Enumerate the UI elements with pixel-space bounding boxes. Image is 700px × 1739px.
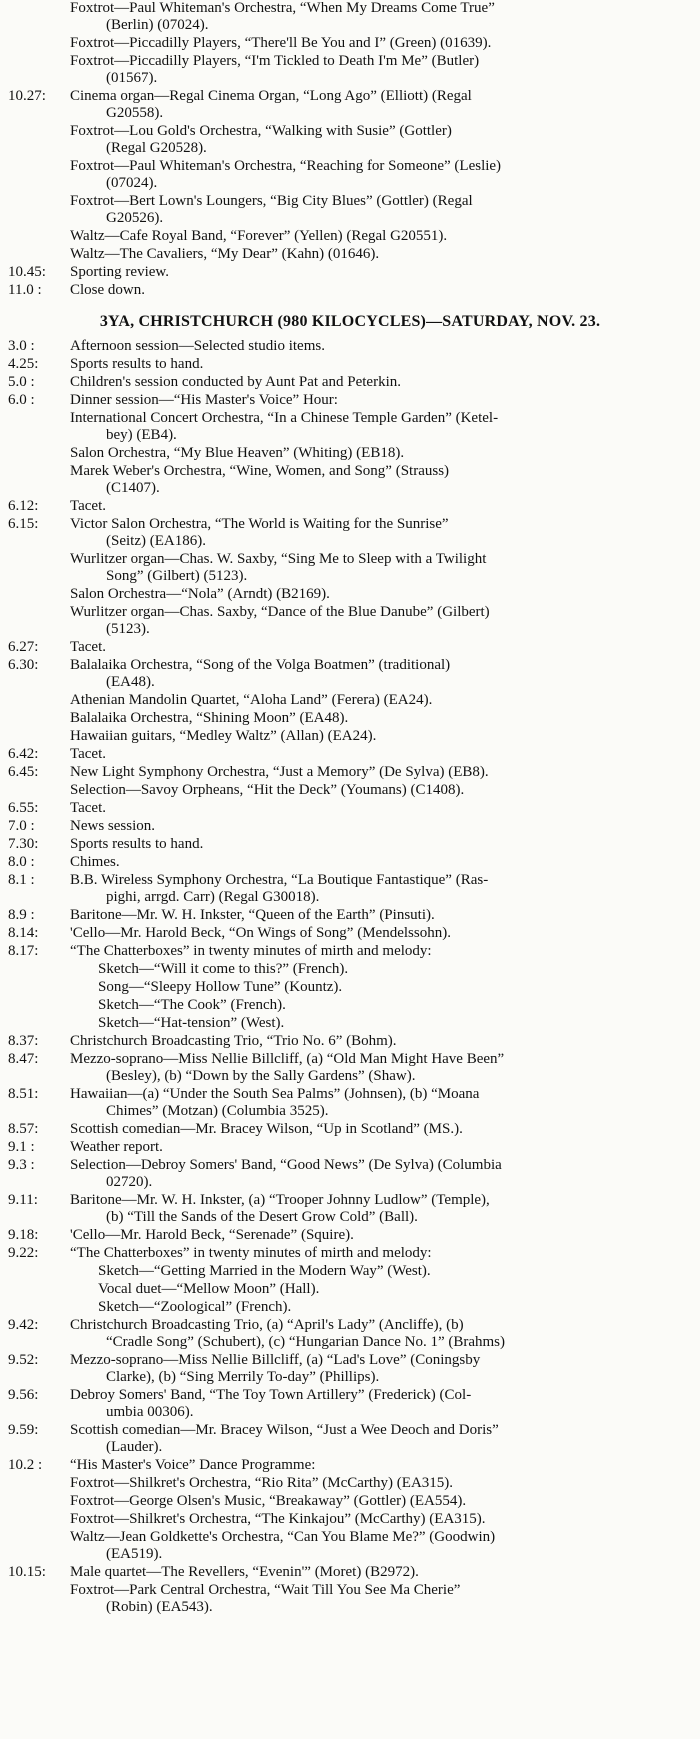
programme-entry xyxy=(8,1511,692,1528)
entry-description xyxy=(70,943,692,960)
entry-description xyxy=(70,818,692,835)
programme-entry xyxy=(8,1475,692,1492)
entry-line: Foxtrot—George Olsen's Music, “Breakaway” (Gottler) (EA554). xyxy=(70,1493,467,1509)
entry-line: “Cradle Song” (Schubert), (c) “Hungarian Dance No. 1” (Brahms) xyxy=(106,1334,506,1350)
programme-entry xyxy=(8,228,692,245)
entry-line: Weather report. xyxy=(70,1139,163,1155)
programme-entry xyxy=(8,943,692,960)
entry-line: 'Cello—Mr. Harold Beck, “Serenade” (Squire). xyxy=(70,1227,354,1243)
entry-line: Chimes” (Motzan) (Columbia 3525). xyxy=(106,1103,329,1119)
entry-line: G20526). xyxy=(106,210,164,226)
entry-description xyxy=(70,1281,692,1298)
entry-description xyxy=(70,1493,692,1510)
entry-time: 8.51: xyxy=(8,1086,39,1102)
entry-description xyxy=(70,854,692,871)
programme-entry xyxy=(8,158,692,192)
entry-time: 10.15: xyxy=(8,1564,46,1580)
programme-entry xyxy=(8,800,692,817)
entry-time: 9.42: xyxy=(8,1317,39,1333)
entry-line: Sketch—“Getting Married in the Modern Way” (West). xyxy=(98,1263,431,1279)
entry-line: Foxtrot—Park Central Orchestra, “Wait Till You See Ma Cherie” xyxy=(70,1582,461,1598)
programme-entry xyxy=(8,374,692,391)
entry-line: Sporting review. xyxy=(70,264,170,280)
entry-line: 02720). xyxy=(106,1174,153,1190)
entry-time: 7.0 : xyxy=(8,818,35,834)
entry-time: 9.1 : xyxy=(8,1139,35,1155)
programme-entry xyxy=(8,639,692,656)
entry-description xyxy=(70,1511,692,1528)
entry-description xyxy=(70,356,692,373)
entry-description xyxy=(70,0,692,34)
programme-entry xyxy=(8,551,692,585)
entry-time: 6.27: xyxy=(8,639,39,655)
entry-line: Tacet. xyxy=(70,498,107,514)
entry-line: Salon Orchestra, “My Blue Heaven” (Whiting) (EB18). xyxy=(70,445,405,461)
entry-line: (EA48). xyxy=(106,674,155,690)
entry-line: Afternoon session—Selected studio items. xyxy=(70,338,325,354)
entry-time: 5.0 : xyxy=(8,374,35,390)
entry-line: Hawaiian—(a) “Under the South Sea Palms” (Johnsen), (b) “Moana xyxy=(70,1086,480,1102)
entry-line: G20558). xyxy=(106,105,164,121)
programme-entry xyxy=(8,997,692,1014)
entry-line: “The Chatterboxes” in twenty minutes of mirth and melody: xyxy=(70,943,432,959)
entry-line: Sketch—“Will it come to this?” (French). xyxy=(98,961,349,977)
entry-line: Waltz—Cafe Royal Band, “Forever” (Yellen) (Regal G20551). xyxy=(70,228,448,244)
programme-entry xyxy=(8,1582,692,1616)
programme-entry xyxy=(8,872,692,906)
entry-description xyxy=(70,907,692,924)
entry-line: Tacet. xyxy=(70,800,107,816)
entry-description xyxy=(70,1015,692,1032)
entry-description xyxy=(70,1352,692,1386)
programme-entry xyxy=(8,410,692,444)
entry-line: Dinner session—“His Master's Voice” Hour: xyxy=(70,392,338,408)
entry-time: 9.18: xyxy=(8,1227,39,1243)
entry-line: (C1407). xyxy=(106,480,160,496)
entry-time: 6.30: xyxy=(8,657,39,673)
entry-description xyxy=(70,1564,692,1581)
entry-time: 6.42: xyxy=(8,746,39,762)
entry-description xyxy=(70,639,692,656)
entry-line: Foxtrot—Paul Whiteman's Orchestra, “When My Dreams Come True” xyxy=(70,0,495,16)
entry-description xyxy=(70,1227,692,1244)
entry-description xyxy=(70,1529,692,1563)
programme-entry xyxy=(8,925,692,942)
entry-description xyxy=(70,445,692,462)
entry-time: 8.0 : xyxy=(8,854,35,870)
programme-entry xyxy=(8,1263,692,1280)
programme-entry xyxy=(8,818,692,835)
entry-time: 10.27: xyxy=(8,88,46,104)
entry-description xyxy=(70,1245,692,1262)
programme-entry xyxy=(8,782,692,799)
programme-entry xyxy=(8,1529,692,1563)
programme-entry xyxy=(8,586,692,603)
entry-time: 9.3 : xyxy=(8,1157,35,1173)
entry-description xyxy=(70,374,692,391)
entry-line: Waltz—The Cavaliers, “My Dear” (Kahn) (01646). xyxy=(70,246,380,262)
programme-entry xyxy=(8,1121,692,1138)
entry-time: 6.15: xyxy=(8,516,39,532)
entry-line: (Robin) (EA543). xyxy=(106,1599,213,1615)
entry-line: New Light Symphony Orchestra, “Just a Memory” (De Sylva) (EB8). xyxy=(70,764,489,780)
entry-line: Sketch—“Zoological” (French). xyxy=(98,1299,292,1315)
programme-entry xyxy=(8,1281,692,1298)
entry-line: Chimes. xyxy=(70,854,120,870)
entry-line: Tacet. xyxy=(70,639,107,655)
programme-entry xyxy=(8,1157,692,1191)
programme-entry xyxy=(8,246,692,263)
entry-line: Children's session conducted by Aunt Pat and Peterkin. xyxy=(70,374,401,390)
entry-line: Waltz—Jean Goldkette's Orchestra, “Can You Blame Me?” (Goodwin) xyxy=(70,1529,496,1545)
entry-description xyxy=(70,88,692,122)
entry-time: 10.2 : xyxy=(8,1457,43,1473)
entry-time: 9.59: xyxy=(8,1422,39,1438)
entry-time: 8.47: xyxy=(8,1051,39,1067)
entry-description xyxy=(70,800,692,817)
programme-entry xyxy=(8,516,692,550)
entry-time: 8.1 : xyxy=(8,872,35,888)
programme-entry xyxy=(8,35,692,52)
entry-description xyxy=(70,338,692,355)
entry-description xyxy=(70,1121,692,1138)
programme-entry xyxy=(8,88,692,122)
entry-description xyxy=(70,1387,692,1421)
programme-entry xyxy=(8,356,692,373)
programme-entry xyxy=(8,854,692,871)
entry-description xyxy=(70,498,692,515)
entry-line: Foxtrot—Piccadilly Players, “I'm Tickled to Death I'm Me” (Butler) xyxy=(70,53,480,69)
entry-description xyxy=(70,1139,692,1156)
entry-description xyxy=(70,392,692,409)
entry-description xyxy=(70,158,692,192)
entry-description xyxy=(70,193,692,227)
entry-description xyxy=(70,728,692,745)
entry-line: 'Cello—Mr. Harold Beck, “On Wings of Song” (Mendelssohn). xyxy=(70,925,451,941)
programme-entry xyxy=(8,498,692,515)
entry-line: (b) “Till the Sands of the Desert Grow Cold” (Ball). xyxy=(106,1209,418,1225)
entry-line: Clarke), (b) “Sing Merrily To-day” (Phillips). xyxy=(106,1369,380,1385)
programme-entry xyxy=(8,463,692,497)
entry-description xyxy=(70,1582,692,1616)
entry-line: Victor Salon Orchestra, “The World is Waiting for the Sunrise” xyxy=(70,516,449,532)
entry-description xyxy=(70,1475,692,1492)
programme-entry xyxy=(8,0,692,34)
programme-entry xyxy=(8,282,692,299)
entry-line: Christchurch Broadcasting Trio, “Trio No. 6” (Bohm). xyxy=(70,1033,397,1049)
entry-time: 7.30: xyxy=(8,836,39,852)
entry-description xyxy=(70,925,692,942)
programme-entry xyxy=(8,979,692,996)
entry-description xyxy=(70,264,692,281)
entry-description xyxy=(70,836,692,853)
programme-entry xyxy=(8,193,692,227)
programme-entry xyxy=(8,445,692,462)
entry-time: 8.9 : xyxy=(8,907,35,923)
entry-time: 4.25: xyxy=(8,356,39,372)
entry-line: Close down. xyxy=(70,282,145,298)
entry-line: (5123). xyxy=(106,621,150,637)
entry-description xyxy=(70,692,692,709)
programme-entry xyxy=(8,123,692,157)
entry-description xyxy=(70,1192,692,1226)
entry-line: Mezzo-soprano—Miss Nellie Billcliff, (a) “Old Man Might Have Been” xyxy=(70,1051,505,1067)
programme-entry xyxy=(8,1387,692,1421)
entry-description xyxy=(70,123,692,157)
entry-time: 8.14: xyxy=(8,925,39,941)
entry-line: Balalaika Orchestra, “Shining Moon” (EA48). xyxy=(70,710,349,726)
programme-section-previous xyxy=(0,0,700,299)
entry-line: bey) (EB4). xyxy=(106,427,177,443)
entry-line: Foxtrot—Shilkret's Orchestra, “The Kinkajou” (McCarthy) (EA315). xyxy=(70,1511,486,1527)
programme-entry xyxy=(8,1493,692,1510)
programme-entry xyxy=(8,692,692,709)
programme-entry xyxy=(8,1033,692,1050)
entry-time: 6.12: xyxy=(8,498,39,514)
entry-line: Baritone—Mr. W. H. Inkster, (a) “Trooper Johnny Ludlow” (Temple), xyxy=(70,1192,490,1208)
programme-entry xyxy=(8,1299,692,1316)
entry-description xyxy=(70,1457,692,1474)
entry-description xyxy=(70,463,692,497)
programme-entry xyxy=(8,1227,692,1244)
entry-description xyxy=(70,35,692,52)
programme-entry xyxy=(8,961,692,978)
entry-time: 9.52: xyxy=(8,1352,39,1368)
entry-description xyxy=(70,746,692,763)
entry-description xyxy=(70,979,692,996)
programme-entry xyxy=(8,836,692,853)
entry-line: (Besley), (b) “Down by the Sally Gardens” (Shaw). xyxy=(106,1068,416,1084)
entry-time: 3.0 : xyxy=(8,338,35,354)
programme-entry xyxy=(8,1564,692,1581)
entry-line: Sketch—“The Cook” (French). xyxy=(98,997,286,1013)
programme-entry xyxy=(8,1422,692,1456)
entry-time: 9.56: xyxy=(8,1387,39,1403)
programme-entry xyxy=(8,1192,692,1226)
entry-line: Song” (Gilbert) (5123). xyxy=(106,568,248,584)
entry-description xyxy=(70,1299,692,1316)
station-heading: 3YA, CHRISTCHURCH (980 KILOCYCLES)—SATURDAY, NOV. 23. xyxy=(99,313,601,330)
entry-time: 8.57: xyxy=(8,1121,39,1137)
entry-description xyxy=(70,1317,692,1351)
entry-line: Scottish comedian—Mr. Bracey Wilson, “Just a Wee Deoch and Doris” xyxy=(70,1422,499,1438)
programme-entry xyxy=(8,1352,692,1386)
entry-description xyxy=(70,1422,692,1456)
entry-description xyxy=(70,604,692,638)
entry-description xyxy=(70,516,692,550)
entry-line: (Seitz) (EA186). xyxy=(106,533,206,549)
programme-entry xyxy=(8,1317,692,1351)
entry-description xyxy=(70,657,692,691)
entry-description xyxy=(70,410,692,444)
entry-line: Sports results to hand. xyxy=(70,356,204,372)
programme-entry xyxy=(8,1245,692,1262)
entry-description xyxy=(70,782,692,799)
entry-line: Selection—Savoy Orpheans, “Hit the Deck” (Youmans) (C1408). xyxy=(70,782,465,798)
entry-line: Balalaika Orchestra, “Song of the Volga Boatmen” (traditional) xyxy=(70,657,451,673)
programme-entry xyxy=(8,764,692,781)
programme-entry xyxy=(8,1457,692,1474)
entry-description xyxy=(70,1263,692,1280)
programme-entry xyxy=(8,264,692,281)
programme-entry xyxy=(8,746,692,763)
entry-time: 8.17: xyxy=(8,943,39,959)
entry-line: Cinema organ—Regal Cinema Organ, “Long Ago” (Elliott) (Regal xyxy=(70,88,472,104)
programme-entry xyxy=(8,1015,692,1032)
entry-line: Marek Weber's Orchestra, “Wine, Women, and Song” (Strauss) xyxy=(70,463,450,479)
entry-line: (07024). xyxy=(106,175,158,191)
entry-time: 9.11: xyxy=(8,1192,38,1208)
entry-description xyxy=(70,961,692,978)
entry-line: (Lauder). xyxy=(106,1439,163,1455)
entry-description xyxy=(70,1157,692,1191)
programme-entry xyxy=(8,657,692,691)
entry-line: Foxtrot—Shilkret's Orchestra, “Rio Rita” (McCarthy) (EA315). xyxy=(70,1475,454,1491)
entry-line: Sports results to hand. xyxy=(70,836,204,852)
entry-line: Foxtrot—Piccadilly Players, “There'll Be You and I” (Green) (01639). xyxy=(70,35,492,51)
entry-line: Sketch—“Hat-tension” (West). xyxy=(98,1015,285,1031)
entry-line: “The Chatterboxes” in twenty minutes of mirth and melody: xyxy=(70,1245,432,1261)
entry-line: Wurlitzer organ—Chas. W. Saxby, “Sing Me to Sleep with a Twilight xyxy=(70,551,487,567)
entry-description xyxy=(70,997,692,1014)
entry-description xyxy=(70,53,692,87)
entry-line: News session. xyxy=(70,818,155,834)
entry-description xyxy=(70,872,692,906)
programme-entry xyxy=(8,1051,692,1085)
entry-line: Male quartet—The Revellers, “Evenin'” (Moret) (B2972). xyxy=(70,1564,419,1580)
entry-description xyxy=(70,551,692,585)
programme-entry xyxy=(8,907,692,924)
entry-description xyxy=(70,764,692,781)
programme-entry xyxy=(8,1086,692,1120)
entry-description xyxy=(70,1051,692,1085)
entry-time: 8.37: xyxy=(8,1033,39,1049)
entry-time: 10.45: xyxy=(8,264,46,280)
entry-line: umbia 00306). xyxy=(106,1404,194,1420)
entry-time: 6.55: xyxy=(8,800,39,816)
programme-entry xyxy=(8,338,692,355)
entry-line: (Berlin) (07024). xyxy=(106,17,209,33)
entry-line: Foxtrot—Paul Whiteman's Orchestra, “Reaching for Someone” (Leslie) xyxy=(70,158,502,174)
entry-line: Baritone—Mr. W. H. Inkster, “Queen of the Earth” (Pinsuti). xyxy=(70,907,435,923)
entry-line: Hawaiian guitars, “Medley Waltz” (Allan) (EA24). xyxy=(70,728,377,744)
programme-entry xyxy=(8,53,692,87)
entry-time: 6.0 : xyxy=(8,392,35,408)
entry-description xyxy=(70,282,692,299)
entry-line: Foxtrot—Bert Lown's Loungers, “Big City Blues” (Gottler) (Regal xyxy=(70,193,473,209)
entry-line: (EA519). xyxy=(106,1546,163,1562)
entry-time: 11.0 : xyxy=(8,282,42,298)
entry-line: Scottish comedian—Mr. Bracey Wilson, “Up in Scotland” (MS.). xyxy=(70,1121,463,1137)
programme-entry xyxy=(8,604,692,638)
entry-line: Selection—Debroy Somers' Band, “Good News” (De Sylva) (Columbia xyxy=(70,1157,502,1173)
programme-entry xyxy=(8,728,692,745)
entry-description xyxy=(70,1033,692,1050)
entry-description xyxy=(70,586,692,603)
entry-line: Foxtrot—Lou Gold's Orchestra, “Walking with Susie” (Gottler) xyxy=(70,123,452,139)
entry-line: Song—“Sleepy Hollow Tune” (Kountz). xyxy=(98,979,343,995)
entry-line: “His Master's Voice” Dance Programme: xyxy=(70,1457,316,1473)
entry-description xyxy=(70,710,692,727)
entry-line: Mezzo-soprano—Miss Nellie Billcliff, (a) “Lad's Love” (Coningsby xyxy=(70,1352,481,1368)
entry-line: Salon Orchestra—“Nola” (Arndt) (B2169). xyxy=(70,586,330,602)
entry-line: (Regal G20528). xyxy=(106,140,207,156)
entry-line: Debroy Somers' Band, “The Toy Town Artillery” (Frederick) (Col- xyxy=(70,1387,472,1403)
entry-line: B.B. Wireless Symphony Orchestra, “La Boutique Fantastique” (Ras- xyxy=(70,872,489,888)
programme-entry xyxy=(8,710,692,727)
entry-description xyxy=(70,228,692,245)
entry-time: 6.45: xyxy=(8,764,39,780)
entry-line: Vocal duet—“Mellow Moon” (Hall). xyxy=(98,1281,320,1297)
entry-line: pighi, arrgd. Carr) (Regal G30018). xyxy=(106,889,320,905)
programme-entry xyxy=(8,1139,692,1156)
entry-line: International Concert Orchestra, “In a Chinese Temple Garden” (Ketel- xyxy=(70,410,499,426)
entry-description xyxy=(70,246,692,263)
entry-line: Athenian Mandolin Quartet, “Aloha Land” (Ferera) (EA24). xyxy=(70,692,433,708)
entry-description xyxy=(70,1086,692,1120)
entry-line: Wurlitzer organ—Chas. Saxby, “Dance of the Blue Danube” (Gilbert) xyxy=(70,604,490,620)
entry-line: Christchurch Broadcasting Trio, (a) “April's Lady” (Ancliffe), (b) xyxy=(70,1317,464,1333)
programme-section-3ya xyxy=(0,338,700,1616)
programme-entry xyxy=(8,392,692,409)
entry-line: (01567). xyxy=(106,70,158,86)
entry-time: 9.22: xyxy=(8,1245,39,1261)
entry-line: Tacet. xyxy=(70,746,107,762)
